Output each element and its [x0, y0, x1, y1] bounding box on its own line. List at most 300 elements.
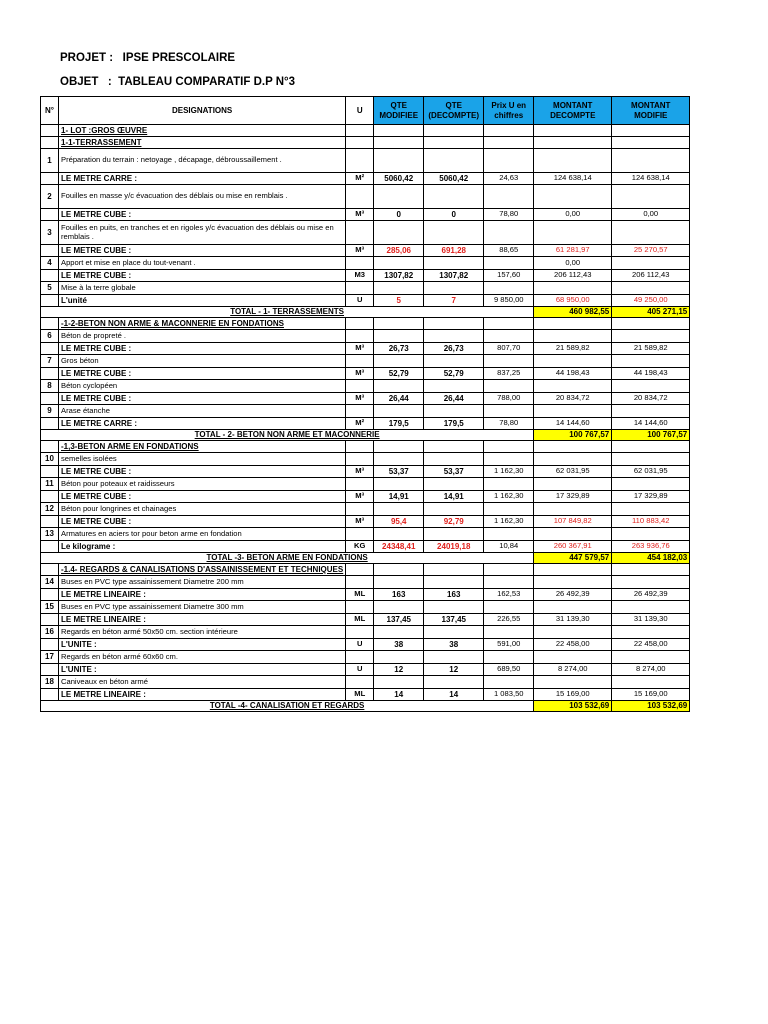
- measure-label: LE METRE LINEAIRE :: [59, 614, 346, 626]
- item-number: 16: [41, 626, 59, 639]
- montant-decompte: 124 638,14: [534, 173, 612, 185]
- empty-cell: [484, 330, 534, 343]
- montant-decompte: [534, 282, 612, 295]
- project-title: PROJET : IPSE PRESCOLAIRE: [60, 52, 236, 64]
- section-title: -1,3-BETON ARME EN FONDATIONS: [59, 441, 346, 453]
- empty-cell: [612, 282, 690, 295]
- item-number: 11: [41, 478, 59, 491]
- qte-modifiee: 12: [374, 664, 424, 676]
- item-number: 4: [41, 257, 59, 270]
- total-row: [41, 307, 690, 318]
- empty-cell: [41, 418, 59, 430]
- qte-decompte: 26,44: [424, 393, 484, 405]
- montant-decompte: [534, 330, 612, 343]
- empty-cell: [534, 125, 612, 137]
- empty-cell: [346, 576, 374, 589]
- section-title: 1- LOT :GROS ŒUVRE: [59, 125, 346, 137]
- empty-cell: [424, 257, 484, 270]
- empty-cell: [374, 676, 424, 689]
- empty-cell: [346, 125, 374, 137]
- section-title: -1-2-BETON NON ARME & MACONNERIE EN FONDATIONS: [59, 318, 346, 330]
- item-description: Mise à la terre globale: [59, 282, 346, 295]
- montant-decompte: [534, 626, 612, 639]
- unit: M³: [346, 516, 374, 528]
- empty-cell: [484, 221, 534, 245]
- empty-cell: [346, 185, 374, 209]
- empty-cell: [41, 343, 59, 355]
- total-row: [41, 553, 690, 564]
- section-row: [41, 125, 690, 137]
- item-description-row: [41, 185, 690, 209]
- empty-cell: [484, 125, 534, 137]
- empty-cell: [534, 441, 612, 453]
- empty-cell: [374, 651, 424, 664]
- montant-modifie: 0,00: [612, 209, 690, 221]
- empty-cell: [612, 318, 690, 330]
- empty-cell: [484, 626, 534, 639]
- qte-decompte: 24019,18: [424, 541, 484, 553]
- empty-cell: [41, 318, 59, 330]
- montant-decompte: 0,00: [534, 257, 612, 270]
- empty-cell: [346, 149, 374, 173]
- empty-cell: [346, 676, 374, 689]
- empty-cell: [41, 245, 59, 257]
- prix-unitaire: 88,65: [484, 245, 534, 257]
- item-number: 10: [41, 453, 59, 466]
- montant-decompte: 260 367,91: [534, 541, 612, 553]
- montant-decompte: [534, 478, 612, 491]
- qte-decompte: 691,28: [424, 245, 484, 257]
- empty-cell: [484, 149, 534, 173]
- qte-modifiee: 95,4: [374, 516, 424, 528]
- total-montant-decompte: 447 579,57: [534, 553, 612, 564]
- col-header-prix: Prix U en chiffres: [484, 97, 534, 125]
- empty-cell: [612, 441, 690, 453]
- montant-decompte: [534, 149, 612, 173]
- empty-cell: [484, 185, 534, 209]
- item-description-row: [41, 405, 690, 418]
- section-row: [41, 564, 690, 576]
- empty-cell: [41, 541, 59, 553]
- empty-cell: [612, 149, 690, 173]
- empty-cell: [41, 368, 59, 380]
- montant-modifie: 26 492,39: [612, 589, 690, 601]
- measure-label: LE METRE CUBE :: [59, 343, 346, 355]
- unit: ML: [346, 689, 374, 701]
- total-montant-decompte: 103 532,69: [534, 701, 612, 712]
- qte-decompte: 38: [424, 639, 484, 651]
- empty-cell: [374, 380, 424, 393]
- empty-cell: [612, 330, 690, 343]
- item-number: 2: [41, 185, 59, 209]
- empty-cell: [346, 355, 374, 368]
- empty-cell: [41, 689, 59, 701]
- empty-cell: [424, 651, 484, 664]
- item-description-row: [41, 257, 690, 270]
- item-description: Fouilles en puits, en tranches et en rigoles y/c évacuation des déblais ou mise en remblais .: [59, 221, 346, 245]
- measure-row: [41, 295, 690, 307]
- qte-decompte: 92,79: [424, 516, 484, 528]
- item-number: 5: [41, 282, 59, 295]
- unit: M³: [346, 343, 374, 355]
- montant-decompte: [534, 355, 612, 368]
- empty-cell: [424, 626, 484, 639]
- empty-cell: [374, 257, 424, 270]
- empty-cell: [374, 318, 424, 330]
- empty-cell: [346, 564, 374, 576]
- item-number: 6: [41, 330, 59, 343]
- item-description: Béton pour longrines et chainages: [59, 503, 346, 516]
- empty-cell: [424, 330, 484, 343]
- empty-cell: [374, 221, 424, 245]
- montant-decompte: [534, 651, 612, 664]
- montant-decompte: 68 950,00: [534, 295, 612, 307]
- item-description-row: [41, 503, 690, 516]
- empty-cell: [346, 405, 374, 418]
- empty-cell: [374, 528, 424, 541]
- empty-cell: [424, 137, 484, 149]
- qte-decompte: 163: [424, 589, 484, 601]
- empty-cell: [41, 270, 59, 282]
- empty-cell: [534, 137, 612, 149]
- prix-unitaire: 24,63: [484, 173, 534, 185]
- item-description: Béton pour poteaux et raidisseurs: [59, 478, 346, 491]
- measure-row: [41, 245, 690, 257]
- empty-cell: [484, 601, 534, 614]
- empty-cell: [374, 626, 424, 639]
- empty-cell: [612, 478, 690, 491]
- prix-unitaire: 226,55: [484, 614, 534, 626]
- col-header-qte-modifiee: QTE MODIFIEE: [374, 97, 424, 125]
- empty-cell: [346, 257, 374, 270]
- empty-cell: [612, 221, 690, 245]
- item-description: Buses en PVC type assainissement Diametre 300 mm: [59, 601, 346, 614]
- empty-cell: [534, 564, 612, 576]
- unit: M³: [346, 368, 374, 380]
- item-description-row: [41, 355, 690, 368]
- qte-decompte: 179,5: [424, 418, 484, 430]
- measure-label: L'UNITE :: [59, 639, 346, 651]
- montant-modifie: 124 638,14: [612, 173, 690, 185]
- montant-decompte: [534, 503, 612, 516]
- empty-cell: [612, 453, 690, 466]
- empty-cell: [424, 380, 484, 393]
- total-montant-decompte: 460 982,55: [534, 307, 612, 318]
- item-number: 1: [41, 149, 59, 173]
- empty-cell: [424, 318, 484, 330]
- empty-cell: [346, 651, 374, 664]
- empty-cell: [612, 676, 690, 689]
- qte-decompte: 52,79: [424, 368, 484, 380]
- section-row: [41, 318, 690, 330]
- measure-label: LE METRE CUBE :: [59, 209, 346, 221]
- unit: M²: [346, 418, 374, 430]
- measure-label: LE METRE CUBE :: [59, 516, 346, 528]
- col-header-montant-modifie: MONTANT MODIFIE: [612, 97, 690, 125]
- empty-cell: [374, 503, 424, 516]
- empty-cell: [424, 282, 484, 295]
- qte-modifiee: 179,5: [374, 418, 424, 430]
- empty-cell: [346, 626, 374, 639]
- unit: ML: [346, 589, 374, 601]
- qte-decompte: 5060,42: [424, 173, 484, 185]
- montant-modifie: 15 169,00: [612, 689, 690, 701]
- empty-cell: [374, 441, 424, 453]
- empty-cell: [346, 528, 374, 541]
- montant-modifie: 21 589,82: [612, 343, 690, 355]
- item-description-row: [41, 676, 690, 689]
- empty-cell: [424, 185, 484, 209]
- unit: M3: [346, 270, 374, 282]
- empty-cell: [41, 295, 59, 307]
- prix-unitaire: 162,53: [484, 589, 534, 601]
- col-header-unit: U: [346, 97, 374, 125]
- empty-cell: [484, 355, 534, 368]
- prix-unitaire: 1 162,30: [484, 516, 534, 528]
- total-montant-modifie: 100 767,57: [612, 430, 690, 441]
- montant-decompte: 31 139,30: [534, 614, 612, 626]
- item-description: Regards en béton armé 60x60 cm.: [59, 651, 346, 664]
- prix-unitaire: 10,84: [484, 541, 534, 553]
- total-montant-modifie: 103 532,69: [612, 701, 690, 712]
- qte-decompte: 14: [424, 689, 484, 701]
- montant-modifie: 31 139,30: [612, 614, 690, 626]
- measure-label: LE METRE CUBE :: [59, 270, 346, 282]
- measure-label: L'unité: [59, 295, 346, 307]
- empty-cell: [484, 453, 534, 466]
- empty-cell: [424, 221, 484, 245]
- qte-modifiee: 137,45: [374, 614, 424, 626]
- measure-row: [41, 614, 690, 626]
- unit: U: [346, 295, 374, 307]
- montant-modifie: 20 834,72: [612, 393, 690, 405]
- empty-cell: [41, 441, 59, 453]
- measure-row: [41, 209, 690, 221]
- item-description: Gros béton: [59, 355, 346, 368]
- montant-decompte: [534, 676, 612, 689]
- measure-label: LE METRE CUBE :: [59, 393, 346, 405]
- unit: M³: [346, 209, 374, 221]
- empty-cell: [41, 466, 59, 478]
- montant-decompte: [534, 380, 612, 393]
- item-description-row: [41, 626, 690, 639]
- col-header-n: N°: [41, 97, 59, 125]
- qte-modifiee: 53,37: [374, 466, 424, 478]
- empty-cell: [612, 601, 690, 614]
- empty-cell: [374, 405, 424, 418]
- empty-cell: [346, 453, 374, 466]
- empty-cell: [612, 651, 690, 664]
- measure-row: [41, 418, 690, 430]
- item-number: 17: [41, 651, 59, 664]
- montant-modifie: 263 936,76: [612, 541, 690, 553]
- qte-modifiee: 52,79: [374, 368, 424, 380]
- total-row: [41, 701, 690, 712]
- qte-modifiee: 5: [374, 295, 424, 307]
- unit: M³: [346, 491, 374, 503]
- empty-cell: [484, 441, 534, 453]
- empty-cell: [346, 282, 374, 295]
- qte-decompte: 12: [424, 664, 484, 676]
- montant-decompte: [534, 576, 612, 589]
- prix-unitaire: 689,50: [484, 664, 534, 676]
- item-description-row: [41, 478, 690, 491]
- measure-label: LE METRE LINEAIRE :: [59, 689, 346, 701]
- prix-unitaire: 788,00: [484, 393, 534, 405]
- measure-row: [41, 541, 690, 553]
- unit: ML: [346, 614, 374, 626]
- item-description: Armatures en aciers tor pour beton arme en fondation: [59, 528, 346, 541]
- montant-decompte: 107 849,82: [534, 516, 612, 528]
- unit: U: [346, 664, 374, 676]
- empty-cell: [374, 330, 424, 343]
- item-description: Béton de propreté .: [59, 330, 346, 343]
- empty-cell: [424, 528, 484, 541]
- empty-cell: [374, 355, 424, 368]
- empty-cell: [424, 125, 484, 137]
- prix-unitaire: 157,60: [484, 270, 534, 282]
- montant-decompte: 26 492,39: [534, 589, 612, 601]
- item-description: Regards en béton armé 50x50 cm. section intérieure: [59, 626, 346, 639]
- empty-cell: [612, 380, 690, 393]
- qte-modifiee: 24348,41: [374, 541, 424, 553]
- montant-modifie: 14 144,60: [612, 418, 690, 430]
- empty-cell: [612, 185, 690, 209]
- measure-label: LE METRE CUBE :: [59, 491, 346, 503]
- montant-decompte: 15 169,00: [534, 689, 612, 701]
- empty-cell: [374, 185, 424, 209]
- empty-cell: [424, 503, 484, 516]
- unit: KG: [346, 541, 374, 553]
- prix-unitaire: 9 850,00: [484, 295, 534, 307]
- montant-decompte: [534, 405, 612, 418]
- measure-row: [41, 664, 690, 676]
- measure-row: [41, 173, 690, 185]
- item-description-row: [41, 221, 690, 245]
- total-montant-decompte: 100 767,57: [534, 430, 612, 441]
- montant-decompte: [534, 185, 612, 209]
- empty-cell: [612, 564, 690, 576]
- empty-cell: [612, 576, 690, 589]
- measure-label: L'UNITE :: [59, 664, 346, 676]
- empty-cell: [424, 576, 484, 589]
- measure-row: [41, 689, 690, 701]
- empty-cell: [41, 614, 59, 626]
- montant-decompte: [534, 221, 612, 245]
- montant-decompte: 20 834,72: [534, 393, 612, 405]
- object-title: OBJET : TABLEAU COMPARATIF D.P N°3: [60, 76, 296, 88]
- qte-modifiee: 26,73: [374, 343, 424, 355]
- item-description-row: [41, 528, 690, 541]
- measure-row: [41, 368, 690, 380]
- qte-modifiee: 14: [374, 689, 424, 701]
- unit: M³: [346, 466, 374, 478]
- item-description: Caniveaux en béton armé: [59, 676, 346, 689]
- measure-label: LE METRE CUBE :: [59, 368, 346, 380]
- empty-cell: [41, 491, 59, 503]
- empty-cell: [612, 528, 690, 541]
- montant-decompte: 206 112,43: [534, 270, 612, 282]
- montant-modifie: 17 329,89: [612, 491, 690, 503]
- empty-cell: [346, 330, 374, 343]
- montant-decompte: 14 144,60: [534, 418, 612, 430]
- qte-modifiee: 14,91: [374, 491, 424, 503]
- empty-cell: [41, 209, 59, 221]
- montant-decompte: [534, 453, 612, 466]
- empty-cell: [534, 318, 612, 330]
- comparison-table: [40, 96, 690, 712]
- empty-cell: [424, 601, 484, 614]
- empty-cell: [424, 676, 484, 689]
- item-number: 9: [41, 405, 59, 418]
- item-description: Fouilles en masse y/c évacuation des déblais ou mise en remblais .: [59, 185, 346, 209]
- measure-row: [41, 589, 690, 601]
- item-description: semelles isolées: [59, 453, 346, 466]
- measure-row: [41, 491, 690, 503]
- empty-cell: [424, 355, 484, 368]
- unit: U: [346, 639, 374, 651]
- unit: M³: [346, 245, 374, 257]
- empty-cell: [612, 257, 690, 270]
- prix-unitaire: 591,00: [484, 639, 534, 651]
- empty-cell: [374, 149, 424, 173]
- item-number: 15: [41, 601, 59, 614]
- empty-cell: [612, 137, 690, 149]
- col-header-qte-decompte: QTE (DECOMPTE): [424, 97, 484, 125]
- item-description: Buses en PVC type assainissement Diametre 200 mm: [59, 576, 346, 589]
- qte-decompte: 7: [424, 295, 484, 307]
- montant-decompte: [534, 601, 612, 614]
- item-number: 13: [41, 528, 59, 541]
- empty-cell: [484, 318, 534, 330]
- empty-cell: [41, 664, 59, 676]
- empty-cell: [374, 125, 424, 137]
- empty-cell: [424, 478, 484, 491]
- montant-modifie: 25 270,57: [612, 245, 690, 257]
- item-number: 7: [41, 355, 59, 368]
- item-description-row: [41, 282, 690, 295]
- measure-row: [41, 343, 690, 355]
- empty-cell: [374, 453, 424, 466]
- montant-decompte: 44 198,43: [534, 368, 612, 380]
- empty-cell: [41, 393, 59, 405]
- empty-cell: [424, 441, 484, 453]
- prix-unitaire: 807,70: [484, 343, 534, 355]
- empty-cell: [612, 405, 690, 418]
- prix-unitaire: 1 083,50: [484, 689, 534, 701]
- unit: M²: [346, 173, 374, 185]
- montant-decompte: 17 329,89: [534, 491, 612, 503]
- montant-modifie: 22 458,00: [612, 639, 690, 651]
- qte-modifiee: 5060,42: [374, 173, 424, 185]
- empty-cell: [346, 503, 374, 516]
- montant-modifie: 49 250,00: [612, 295, 690, 307]
- section-row: [41, 441, 690, 453]
- empty-cell: [484, 576, 534, 589]
- section-title: 1-1-TERRASSEMENT: [59, 137, 346, 149]
- empty-cell: [484, 257, 534, 270]
- item-description-row: [41, 651, 690, 664]
- empty-cell: [612, 125, 690, 137]
- qte-decompte: 1307,82: [424, 270, 484, 282]
- empty-cell: [41, 639, 59, 651]
- montant-decompte: 0,00: [534, 209, 612, 221]
- empty-cell: [346, 221, 374, 245]
- qte-decompte: 0: [424, 209, 484, 221]
- qte-modifiee: 0: [374, 209, 424, 221]
- qte-modifiee: 285,06: [374, 245, 424, 257]
- empty-cell: [41, 125, 59, 137]
